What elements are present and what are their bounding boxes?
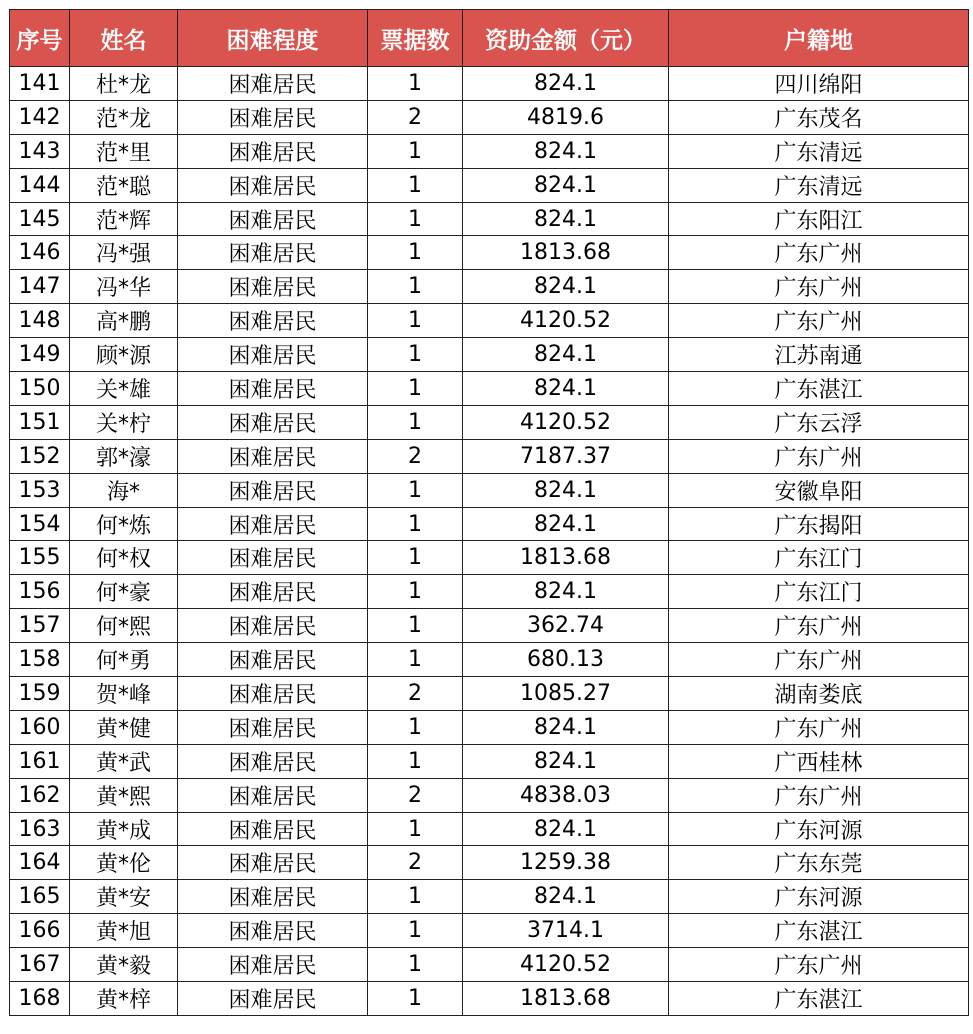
cell-origin: 广东广州 [669,948,969,982]
cell-receipts: 1 [368,134,463,168]
cell-index: 149 [10,338,70,372]
cell-amount: 4819.6 [463,100,669,134]
cell-index: 151 [10,405,70,439]
cell-difficulty: 困难居民 [178,541,368,575]
cell-amount: 824.1 [463,744,669,778]
cell-name: 何*豪 [70,575,178,609]
cell-receipts: 2 [368,439,463,473]
cell-receipts: 1 [368,541,463,575]
cell-difficulty: 困难居民 [178,100,368,134]
cell-index: 141 [10,67,70,101]
table-row [10,372,969,406]
cell-receipts: 1 [368,744,463,778]
cell-receipts: 1 [368,880,463,914]
cell-name: 冯*华 [70,270,178,304]
cell-origin: 广东江门 [669,575,969,609]
cell-name: 何*权 [70,541,178,575]
cell-amount: 4120.52 [463,304,669,338]
cell-receipts: 1 [368,270,463,304]
table-row [10,304,969,338]
cell-receipts: 1 [368,67,463,101]
table-row [10,270,969,304]
cell-amount: 1085.27 [463,677,669,711]
cell-amount: 1813.68 [463,982,669,1016]
table-row [10,338,969,372]
cell-index: 164 [10,846,70,880]
cell-difficulty: 困难居民 [178,507,368,541]
cell-receipts: 1 [368,982,463,1016]
cell-index: 153 [10,473,70,507]
cell-amount: 7187.37 [463,439,669,473]
cell-index: 165 [10,880,70,914]
cell-receipts: 1 [368,338,463,372]
cell-origin: 广东清远 [669,134,969,168]
cell-name: 黄*健 [70,710,178,744]
cell-index: 150 [10,372,70,406]
cell-difficulty: 困难居民 [178,236,368,270]
cell-origin: 广东广州 [669,270,969,304]
table-row [10,67,969,101]
cell-name: 黄*安 [70,880,178,914]
table-row [10,100,969,134]
cell-name: 关*柠 [70,405,178,439]
cell-index: 145 [10,202,70,236]
cell-amount: 824.1 [463,372,669,406]
cell-index: 161 [10,744,70,778]
cell-difficulty: 困难居民 [178,812,368,846]
cell-index: 152 [10,439,70,473]
cell-index: 148 [10,304,70,338]
table-body [10,67,969,1016]
table-row [10,575,969,609]
cell-origin: 四川绵阳 [669,67,969,101]
cell-amount: 680.13 [463,643,669,677]
header-receipts: 票据数 [368,10,463,67]
cell-origin: 广东东莞 [669,846,969,880]
cell-receipts: 2 [368,677,463,711]
cell-amount: 362.74 [463,609,669,643]
table-row [10,236,969,270]
cell-amount: 4120.52 [463,405,669,439]
cell-index: 143 [10,134,70,168]
cell-receipts: 2 [368,100,463,134]
table-row [10,507,969,541]
table-row [10,405,969,439]
cell-origin: 广东广州 [669,609,969,643]
table-row [10,168,969,202]
cell-difficulty: 困难居民 [178,67,368,101]
table-row [10,677,969,711]
table-row [10,948,969,982]
cell-amount: 3714.1 [463,914,669,948]
cell-index: 144 [10,168,70,202]
header-index: 序号 [10,10,70,67]
cell-name: 何*熙 [70,609,178,643]
cell-index: 147 [10,270,70,304]
cell-receipts: 1 [368,405,463,439]
cell-difficulty: 困难居民 [178,202,368,236]
table-row [10,710,969,744]
cell-origin: 广东湛江 [669,982,969,1016]
header-difficulty: 困难程度 [178,10,368,67]
cell-origin: 广东揭阳 [669,507,969,541]
header-name: 姓名 [70,10,178,67]
cell-receipts: 1 [368,236,463,270]
cell-origin: 广东广州 [669,439,969,473]
cell-receipts: 1 [368,372,463,406]
cell-origin: 广东河源 [669,812,969,846]
cell-difficulty: 困难居民 [178,338,368,372]
table-row [10,643,969,677]
cell-difficulty: 困难居民 [178,778,368,812]
cell-index: 166 [10,914,70,948]
cell-amount: 1813.68 [463,236,669,270]
table-row [10,609,969,643]
cell-difficulty: 困难居民 [178,134,368,168]
cell-difficulty: 困难居民 [178,473,368,507]
table-row [10,914,969,948]
cell-index: 146 [10,236,70,270]
cell-difficulty: 困难居民 [178,575,368,609]
cell-origin: 广东湛江 [669,372,969,406]
cell-amount: 824.1 [463,575,669,609]
cell-difficulty: 困难居民 [178,914,368,948]
cell-receipts: 1 [368,710,463,744]
cell-origin: 广东广州 [669,304,969,338]
cell-origin: 广东阳江 [669,202,969,236]
cell-index: 159 [10,677,70,711]
cell-name: 黄*熙 [70,778,178,812]
cell-difficulty: 困难居民 [178,744,368,778]
table-row [10,473,969,507]
cell-name: 顾*源 [70,338,178,372]
cell-difficulty: 困难居民 [178,372,368,406]
cell-amount: 824.1 [463,338,669,372]
cell-receipts: 1 [368,812,463,846]
cell-name: 黄*成 [70,812,178,846]
cell-name: 何*勇 [70,643,178,677]
cell-name: 范*里 [70,134,178,168]
table-row [10,812,969,846]
cell-origin: 安徽阜阳 [669,473,969,507]
cell-amount: 4838.03 [463,778,669,812]
header-amount: 资助金额（元） [463,10,669,67]
cell-index: 167 [10,948,70,982]
cell-index: 155 [10,541,70,575]
cell-difficulty: 困难居民 [178,270,368,304]
cell-origin: 广东湛江 [669,914,969,948]
cell-name: 范*聪 [70,168,178,202]
cell-difficulty: 困难居民 [178,643,368,677]
cell-origin: 广东广州 [669,710,969,744]
cell-name: 黄*毅 [70,948,178,982]
cell-name: 黄*伦 [70,846,178,880]
cell-index: 142 [10,100,70,134]
cell-origin: 广东茂名 [669,100,969,134]
cell-amount: 824.1 [463,473,669,507]
cell-receipts: 1 [368,507,463,541]
cell-difficulty: 困难居民 [178,304,368,338]
cell-difficulty: 困难居民 [178,948,368,982]
cell-receipts: 1 [368,948,463,982]
cell-amount: 824.1 [463,812,669,846]
cell-amount: 824.1 [463,507,669,541]
cell-difficulty: 困难居民 [178,677,368,711]
table-row [10,202,969,236]
cell-name: 海* [70,473,178,507]
cell-amount: 824.1 [463,134,669,168]
cell-origin: 广东清远 [669,168,969,202]
cell-amount: 4120.52 [463,948,669,982]
table-row [10,846,969,880]
cell-origin: 广东江门 [669,541,969,575]
cell-origin: 广东河源 [669,880,969,914]
cell-origin: 广东广州 [669,236,969,270]
cell-origin: 湖南娄底 [669,677,969,711]
cell-receipts: 1 [368,609,463,643]
table-row [10,982,969,1016]
header-row [10,10,969,67]
cell-index: 160 [10,710,70,744]
table-row [10,134,969,168]
cell-name: 高*鹏 [70,304,178,338]
cell-name: 黄*旭 [70,914,178,948]
cell-receipts: 1 [368,914,463,948]
aid-table [9,9,969,1016]
cell-receipts: 1 [368,304,463,338]
cell-difficulty: 困难居民 [178,982,368,1016]
table-row [10,439,969,473]
table-row [10,541,969,575]
cell-difficulty: 困难居民 [178,880,368,914]
header-origin: 户籍地 [669,10,969,67]
cell-amount: 824.1 [463,710,669,744]
cell-index: 158 [10,643,70,677]
cell-origin: 广东广州 [669,778,969,812]
cell-amount: 824.1 [463,168,669,202]
cell-difficulty: 困难居民 [178,168,368,202]
cell-difficulty: 困难居民 [178,439,368,473]
cell-receipts: 1 [368,202,463,236]
table-row [10,778,969,812]
cell-difficulty: 困难居民 [178,609,368,643]
cell-name: 关*雄 [70,372,178,406]
cell-origin: 江苏南通 [669,338,969,372]
cell-name: 郭*濠 [70,439,178,473]
cell-origin: 广西桂林 [669,744,969,778]
cell-index: 168 [10,982,70,1016]
cell-receipts: 1 [368,643,463,677]
cell-amount: 824.1 [463,202,669,236]
cell-difficulty: 困难居民 [178,405,368,439]
cell-receipts: 2 [368,846,463,880]
cell-receipts: 1 [368,473,463,507]
cell-difficulty: 困难居民 [178,710,368,744]
cell-amount: 1259.38 [463,846,669,880]
cell-amount: 1813.68 [463,541,669,575]
cell-amount: 824.1 [463,67,669,101]
cell-name: 冯*强 [70,236,178,270]
cell-name: 杜*龙 [70,67,178,101]
cell-origin: 广东广州 [669,643,969,677]
cell-name: 范*辉 [70,202,178,236]
cell-index: 156 [10,575,70,609]
cell-name: 贺*峰 [70,677,178,711]
cell-name: 黄*武 [70,744,178,778]
cell-amount: 824.1 [463,880,669,914]
cell-name: 范*龙 [70,100,178,134]
cell-receipts: 1 [368,168,463,202]
table-row [10,880,969,914]
cell-amount: 824.1 [463,270,669,304]
cell-index: 163 [10,812,70,846]
cell-index: 162 [10,778,70,812]
cell-receipts: 1 [368,575,463,609]
cell-index: 157 [10,609,70,643]
cell-name: 黄*梓 [70,982,178,1016]
table-row [10,744,969,778]
cell-origin: 广东云浮 [669,405,969,439]
cell-difficulty: 困难居民 [178,846,368,880]
cell-receipts: 2 [368,778,463,812]
cell-name: 何*炼 [70,507,178,541]
cell-index: 154 [10,507,70,541]
